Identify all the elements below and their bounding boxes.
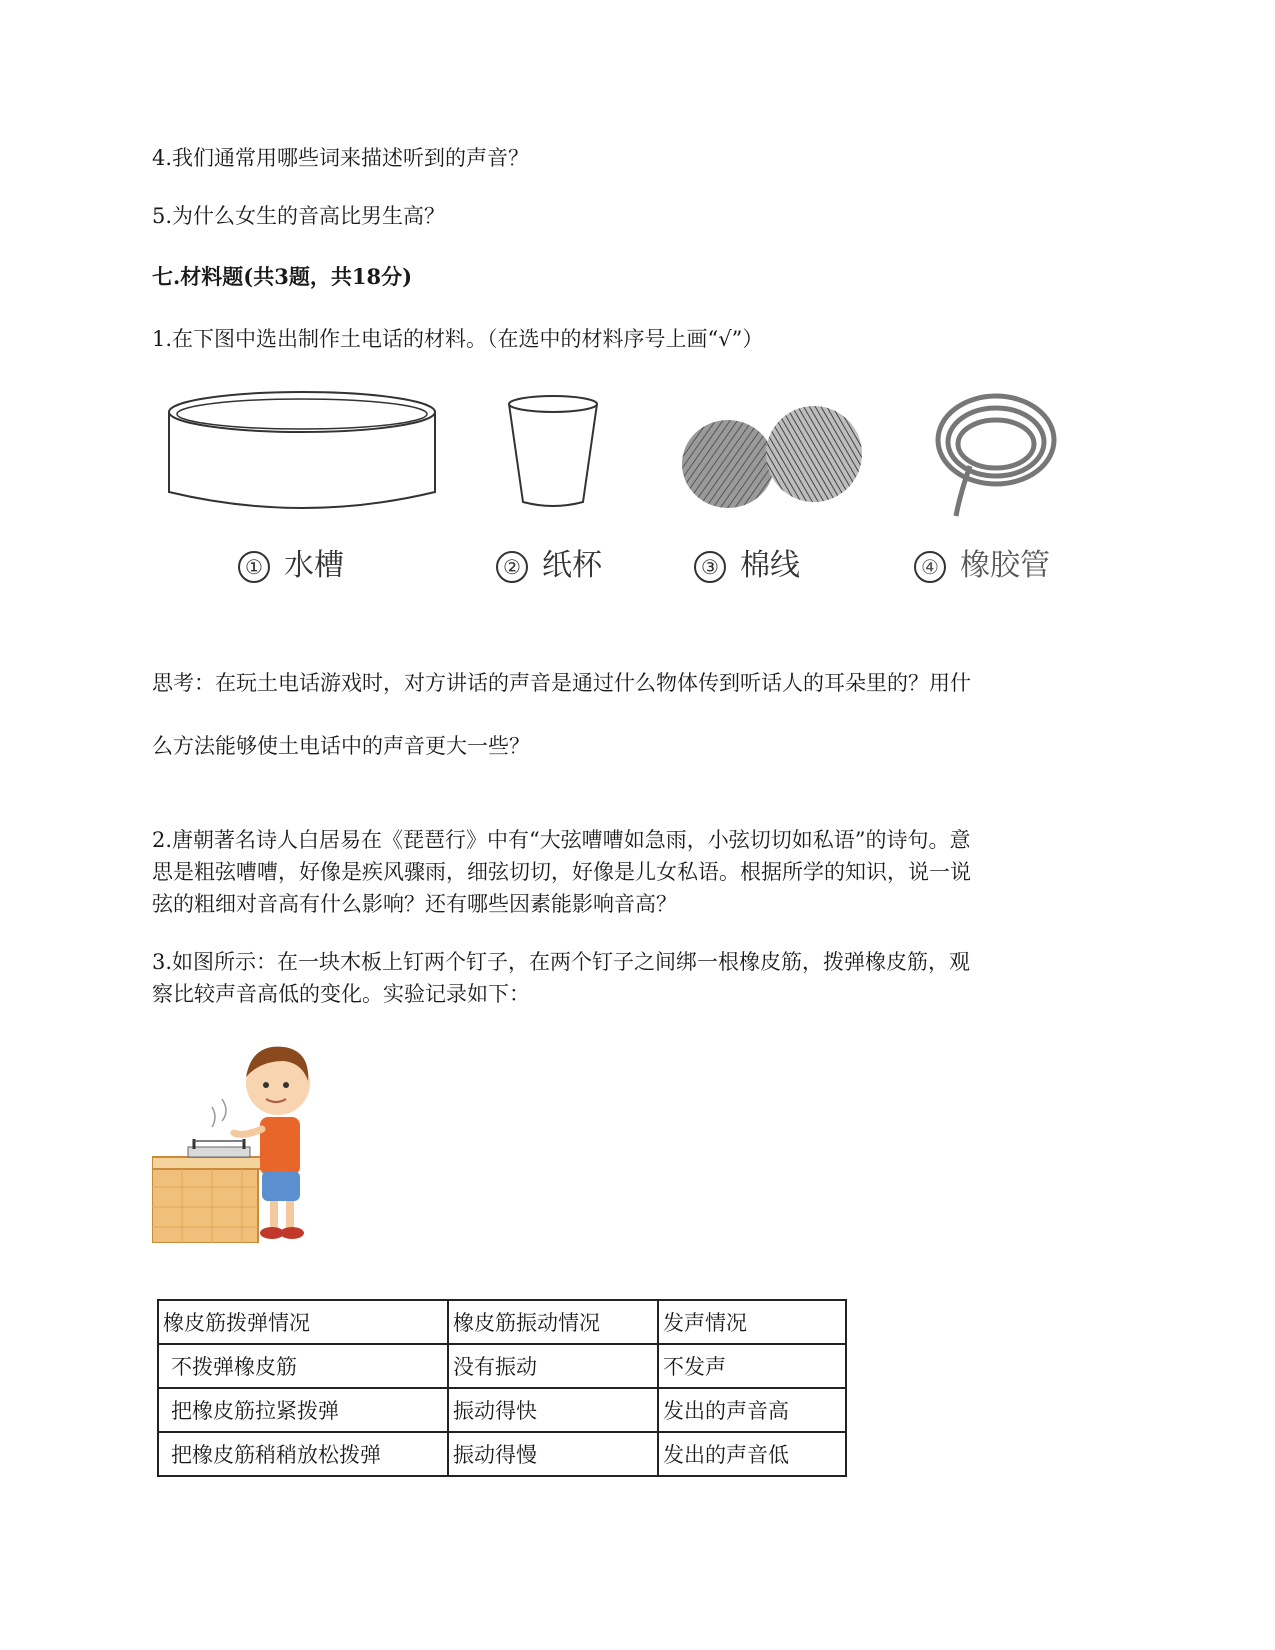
section-heading: 七.材料题(共3题，共18分) [152,264,413,289]
rubber-tube-icon [930,390,1060,520]
paper-cup-icon [505,394,601,516]
q3-line-1: 3.如图所示：在一块木板上钉两个钉子，在两个钉子之间绑一根橡皮筋，拨弹橡皮筋，观 [152,950,971,974]
table-row [158,1432,846,1476]
boy-rubber-band-illustration [152,1037,314,1243]
table-header-cell: 发声情况 [658,1300,846,1344]
material-1-number: ① [238,551,270,583]
table-row [158,1344,846,1388]
material-q1-prompt: 1.在下图中选出制作土电话的材料。（在选中的材料序号上画“√”） [152,327,764,351]
table-header-cell: 橡皮筋拨弹情况 [158,1300,448,1344]
table-header-row [158,1300,846,1344]
material-1-caption [238,540,344,584]
q2-line-1: 2.唐朝著名诗人白居易在《琵琶行》中有“大弦嘈嘈如急雨，小弦切切如私语”的诗句。意 [152,828,971,852]
table-cell: 不发声 [658,1344,846,1388]
material-4-number: ④ [914,551,946,583]
materials-figure [160,400,1120,620]
table-cell: 发出的声音高 [658,1388,846,1432]
q2-line-3: 弦的粗细对音高有什么影响？还有哪些因素能影响音高？ [152,892,677,916]
material-3-caption [694,540,800,584]
water-trough-icon [166,388,438,528]
cotton-thread-icon [678,400,864,512]
material-2-number: ② [496,551,528,583]
table-cell: 振动得慢 [448,1432,658,1476]
experiment-record-table [157,1299,847,1477]
table-cell: 没有振动 [448,1344,658,1388]
material-1-label: 水槽 [284,548,344,583]
material-3-label: 棉线 [740,548,800,583]
table-row [158,1388,846,1432]
question-4: 4.我们通常用哪些词来描述听到的声音？ [152,146,530,170]
think-line-1: 思考：在玩土电话游戏时，对方讲话的声音是通过什么物体传到听话人的耳朵里的？用什 [152,671,971,695]
table-cell: 不拨弹橡皮筋 [158,1344,448,1388]
material-2-label: 纸杯 [542,548,602,583]
material-4-label: 橡胶管 [960,548,1050,583]
q3-line-2: 察比较声音高低的变化。实验记录如下： [152,982,530,1006]
material-3-number: ③ [694,551,726,583]
table-cell: 把橡皮筋稍稍放松拨弹 [158,1432,448,1476]
table-header-cell: 橡皮筋振动情况 [448,1300,658,1344]
question-5: 5.为什么女生的音高比男生高？ [152,204,446,228]
material-2-caption [496,540,602,584]
think-line-2: 么方法能够使土电话中的声音更大一些？ [152,734,530,758]
table-cell: 振动得快 [448,1388,658,1432]
table-cell: 把橡皮筋拉紧拨弹 [158,1388,448,1432]
material-4-caption [914,540,1050,584]
q2-line-2: 思是粗弦嘈嘈，好像是疾风骤雨，细弦切切，好像是儿女私语。根据所学的知识，说一说 [152,860,971,884]
table-cell: 发出的声音低 [658,1432,846,1476]
